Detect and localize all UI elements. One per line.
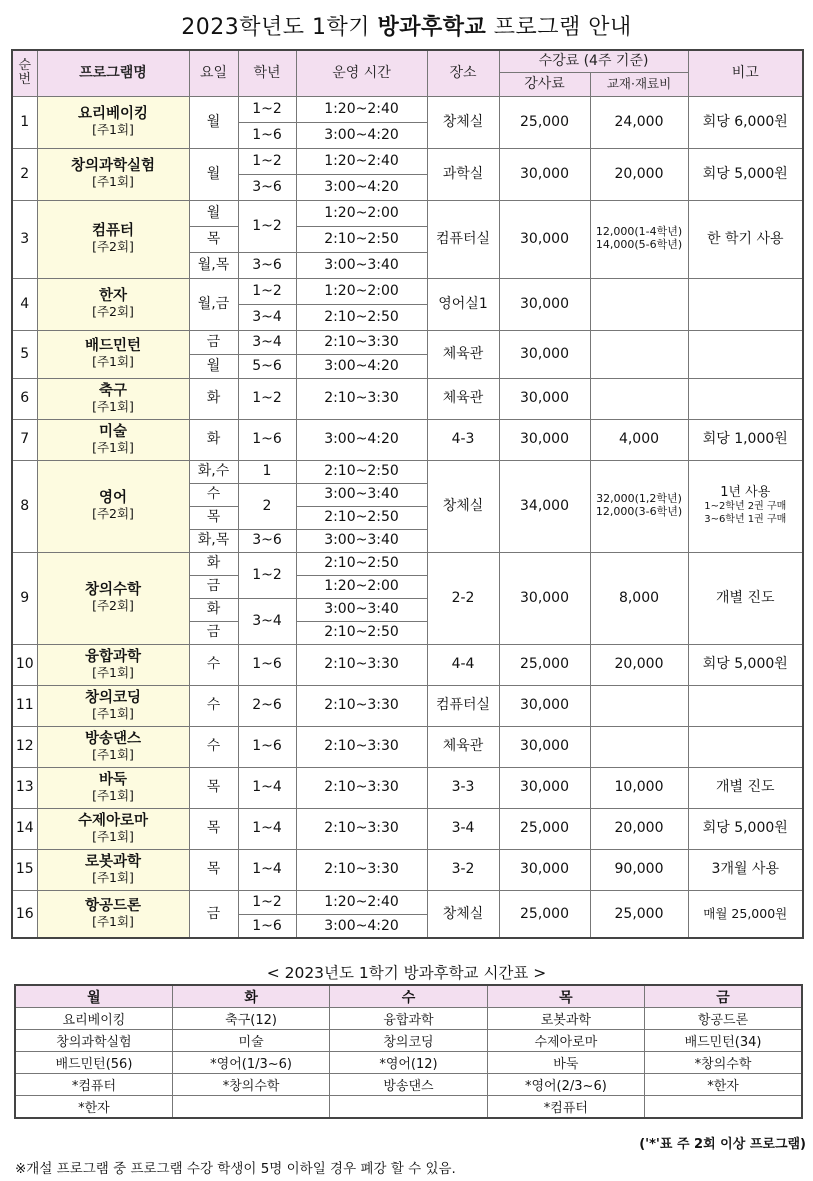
program-place: 2-2 [427,552,499,644]
program-time: 2:10~3:30 [296,726,427,767]
schedule-cell: 배드민턴(56) [15,1052,172,1074]
program-name: 영어 [98,490,127,507]
program-note: 한 학기 사용 [688,200,803,278]
header-day: 요일 [189,50,238,96]
program-frequency: [주1회] [92,787,134,803]
schedule-cell: *창의수학 [172,1074,329,1096]
schedule-legend: ('*'표 주 2회 이상 프로그램) [639,1137,806,1152]
header-place: 장소 [427,50,499,96]
program-name-cell [37,552,189,644]
schedule-cell: 창의과학실험 [15,1030,172,1052]
program-grade: 1~6 [238,726,296,767]
program-day: 수 [189,644,238,685]
program-time: 2:10~3:30 [296,330,427,354]
program-time: 3:00~3:40 [296,529,427,552]
program-material [590,278,688,330]
schedule-cell: *영어(12) [330,1052,487,1074]
page-title: 2023학년도 1학기 방과후학교 프로그램 안내 [181,15,632,40]
program-place: 4-3 [427,419,499,460]
program-name: 창의수학 [84,582,142,599]
program-name-cell [37,148,189,200]
program-tuition: 30,000 [499,849,590,890]
program-day: 월 [189,354,238,378]
schedule-cell: *영어(1/3~6) [172,1052,329,1074]
schedule-day-header: 수 [330,985,487,1008]
note-line: 1년 사용 [720,484,771,500]
program-time: 1:20~2:00 [296,278,427,304]
program-grade: 3~6 [238,529,296,552]
program-place: 영어실1 [427,278,499,330]
program-grade: 1~2 [238,96,296,122]
schedule-cell: 축구(12) [172,1008,329,1030]
schedule-day-header: 월 [15,985,172,1008]
program-grade: 1~6 [238,122,296,148]
program-grade: 1~4 [238,767,296,808]
schedule-cell: 수제아로마 [487,1030,644,1052]
program-name: 창의과학실험 [70,158,156,175]
program-grade: 3~4 [238,330,296,354]
header-note: 비고 [688,50,803,96]
program-time: 2:10~3:30 [296,767,427,808]
program-frequency: [주1회] [92,439,134,455]
program-tuition: 30,000 [499,685,590,726]
program-day: 화 [189,598,238,621]
program-name-cell [37,808,189,849]
program-number: 14 [12,808,37,849]
program-day: 월 [189,148,238,200]
program-day: 금 [189,890,238,938]
material-line: 14,000(5-6학년) [595,238,683,251]
program-time: 1:20~2:40 [296,96,427,122]
header-seq: 순번 [12,50,37,96]
program-time: 3:00~4:20 [296,122,427,148]
program-number: 15 [12,849,37,890]
program-material: 90,000 [590,849,688,890]
program-number: 9 [12,552,37,644]
program-tuition: 30,000 [499,148,590,200]
header-time: 운영 시간 [296,50,427,96]
program-tuition: 30,000 [499,330,590,378]
program-tuition: 25,000 [499,808,590,849]
program-frequency: [주1회] [92,664,134,680]
program-time: 2:10~2:50 [296,304,427,330]
program-material: 20,000 [590,148,688,200]
program-name: 로봇과학 [84,853,142,870]
program-grade: 1 [238,460,296,483]
program-grade: 1~2 [238,552,296,598]
program-grade: 3~4 [238,304,296,330]
program-place: 체육관 [427,378,499,419]
program-material [590,200,688,278]
program-name-cell [37,685,189,726]
program-name-cell [37,726,189,767]
program-day: 화 [189,419,238,460]
program-day: 수 [189,483,238,506]
program-grade: 1~4 [238,808,296,849]
program-day: 금 [189,621,238,644]
program-material: 10,000 [590,767,688,808]
schedule-cell [645,1096,802,1119]
program-note: 회당 1,000원 [688,419,803,460]
schedule-cell: 항공드론 [645,1008,802,1030]
program-material: 8,000 [590,552,688,644]
schedule-cell: 로봇과학 [487,1008,644,1030]
program-note [688,378,803,419]
program-day: 목 [189,506,238,529]
program-number: 6 [12,378,37,419]
program-place: 체육관 [427,330,499,378]
program-tuition: 34,000 [499,460,590,552]
program-grade: 1~6 [238,644,296,685]
program-table [11,49,804,939]
program-place: 창체실 [427,460,499,552]
program-day: 수 [189,726,238,767]
program-material [590,330,688,378]
material-line: 12,000(1-4학년) [595,225,683,239]
program-grade: 1~2 [238,890,296,914]
program-note [688,330,803,378]
program-note: 회당 5,000원 [688,644,803,685]
program-place: 3-3 [427,767,499,808]
program-name-cell [37,767,189,808]
program-day: 목 [189,808,238,849]
program-note: 회당 5,000원 [688,148,803,200]
program-time: 2:10~2:50 [296,506,427,529]
program-day: 수 [189,685,238,726]
program-note: 매월 25,000원 [688,890,803,938]
schedule-cell: *컴퓨터 [487,1096,644,1119]
program-name-cell [37,200,189,278]
program-tuition: 30,000 [499,726,590,767]
header-material: 교재·재료비 [590,72,688,96]
header-fee-group: 수강료 (4주 기준) [499,50,688,72]
program-grade: 2 [238,483,296,529]
program-number: 4 [12,278,37,330]
program-place: 창체실 [427,96,499,148]
program-day: 목 [189,849,238,890]
program-place: 창체실 [427,890,499,938]
program-time: 2:10~3:30 [296,644,427,685]
program-time: 3:00~4:20 [296,914,427,938]
program-name-cell [37,378,189,419]
program-time: 2:10~3:30 [296,378,427,419]
program-name: 바둑 [98,771,127,788]
program-grade: 1~6 [238,914,296,938]
program-time: 3:00~3:40 [296,252,427,278]
program-frequency: [주2회] [92,506,134,522]
program-frequency: [주1회] [92,746,134,762]
program-grade: 2~6 [238,685,296,726]
program-frequency: [주1회] [92,828,134,844]
program-time: 3:00~4:20 [296,354,427,378]
program-name: 창의코딩 [84,689,142,706]
program-name: 수제아로마 [77,812,149,829]
program-day: 금 [189,330,238,354]
program-material: 20,000 [590,808,688,849]
program-name-cell [37,890,189,938]
program-tuition: 25,000 [499,890,590,938]
program-frequency: [주1회] [92,913,134,929]
program-day: 목 [189,226,238,252]
program-frequency: [주1회] [92,398,134,414]
program-time: 2:10~2:50 [296,460,427,483]
schedule-cell: 요리베이킹 [15,1008,172,1030]
program-time: 2:10~3:30 [296,808,427,849]
schedule-cell: *창의수학 [645,1052,802,1074]
program-material [590,460,688,552]
program-frequency: [주1회] [92,869,134,885]
schedule-row [15,1030,802,1052]
program-frequency: [주2회] [92,239,134,255]
program-grade: 3~4 [238,598,296,644]
material-line: 12,000(3-6학년) [595,505,683,518]
program-name: 축구 [98,382,127,399]
schedule-row [15,1096,802,1119]
program-place: 3-2 [427,849,499,890]
program-number: 13 [12,767,37,808]
program-name-cell [37,644,189,685]
program-name: 융합과학 [84,648,142,665]
program-grade: 3~6 [238,174,296,200]
program-number: 2 [12,148,37,200]
program-day: 월,목 [189,252,238,278]
program-material [590,378,688,419]
program-name-cell [37,460,189,552]
program-time: 2:10~2:50 [296,226,427,252]
program-number: 3 [12,200,37,278]
program-day: 목 [189,767,238,808]
program-time: 1:20~2:00 [296,200,427,226]
program-name-cell [37,849,189,890]
program-note: 개별 진도 [688,552,803,644]
program-time: 2:10~2:50 [296,621,427,644]
program-grade: 1~2 [238,378,296,419]
program-frequency: [주2회] [92,598,134,614]
schedule-cell: 창의코딩 [330,1030,487,1052]
program-tuition: 30,000 [499,278,590,330]
program-time: 1:20~2:40 [296,890,427,914]
program-name: 항공드론 [84,898,142,915]
program-name-cell [37,278,189,330]
program-note [688,278,803,330]
schedule-cell: 미술 [172,1030,329,1052]
program-grade: 1~2 [238,148,296,174]
schedule-row [15,1074,802,1096]
schedule-cell: *컴퓨터 [15,1074,172,1096]
program-time: 3:00~3:40 [296,598,427,621]
program-frequency: [주1회] [92,705,134,721]
program-place: 체육관 [427,726,499,767]
program-tuition: 25,000 [499,96,590,148]
schedule-cell [172,1096,329,1119]
program-day: 월 [189,96,238,148]
program-grade: 1~4 [238,849,296,890]
program-tuition: 30,000 [499,767,590,808]
program-note: 회당 6,000원 [688,96,803,148]
program-frequency: [주1회] [92,122,134,138]
program-name: 방송댄스 [84,730,142,747]
program-frequency: [주2회] [92,304,134,320]
schedule-cell: *한자 [15,1096,172,1119]
program-day: 화 [189,378,238,419]
program-grade: 1~2 [238,200,296,252]
program-tuition: 25,000 [499,644,590,685]
program-name: 요리베이킹 [77,106,149,123]
header-grade: 학년 [238,50,296,96]
program-place: 컴퓨터실 [427,200,499,278]
program-time: 3:00~4:20 [296,419,427,460]
program-place: 컴퓨터실 [427,685,499,726]
program-number: 10 [12,644,37,685]
header-tuition: 강사료 [499,72,590,96]
program-number: 1 [12,96,37,148]
program-grade: 3~6 [238,252,296,278]
program-note [688,726,803,767]
schedule-day-header: 화 [172,985,329,1008]
program-place: 3-4 [427,808,499,849]
program-name: 미술 [98,423,127,440]
program-day: 금 [189,575,238,598]
program-grade: 1~2 [238,278,296,304]
program-time: 3:00~4:20 [296,174,427,200]
program-place: 과학실 [427,148,499,200]
program-tuition: 30,000 [499,378,590,419]
program-day: 화 [189,552,238,575]
schedule-cell: 바둑 [487,1052,644,1074]
schedule-day-header: 금 [645,985,802,1008]
program-number: 16 [12,890,37,938]
program-day: 월 [189,200,238,226]
program-number: 5 [12,330,37,378]
program-name-cell [37,419,189,460]
program-number: 11 [12,685,37,726]
program-material: 24,000 [590,96,688,148]
footnote: ※개설 프로그램 중 프로그램 수강 학생이 5명 이하일 경우 폐강 할 수 있음. [15,1161,456,1177]
program-name: 배드민턴 [84,338,142,355]
schedule-cell: *한자 [645,1074,802,1096]
program-tuition: 30,000 [499,552,590,644]
program-number: 12 [12,726,37,767]
program-time: 1:20~2:00 [296,575,427,598]
program-time: 2:10~3:30 [296,685,427,726]
program-name: 컴퓨터 [91,223,135,240]
program-material [590,726,688,767]
note-line: 1~2학년 2권 구매 [704,501,787,513]
program-tuition: 30,000 [499,200,590,278]
program-note: 개별 진도 [688,767,803,808]
program-grade: 5~6 [238,354,296,378]
schedule-day-header: 목 [487,985,644,1008]
program-frequency: [주1회] [92,354,134,370]
program-time: 3:00~3:40 [296,483,427,506]
program-tuition: 30,000 [499,419,590,460]
program-day: 월,금 [189,278,238,330]
program-time: 1:20~2:40 [296,148,427,174]
program-material [590,685,688,726]
material-line: 32,000(1,2학년) [596,492,682,506]
weekly-schedule-table [14,984,803,1119]
program-day: 화,목 [189,529,238,552]
program-note [688,685,803,726]
program-number: 7 [12,419,37,460]
schedule-cell: 배드민턴(34) [645,1030,802,1052]
program-number: 8 [12,460,37,552]
schedule-cell [330,1096,487,1119]
schedule-title: < 2023년도 1학기 방과후학교 시간표 > [266,964,547,982]
program-note: 3개월 사용 [688,849,803,890]
note-line: 3~6학년 1권 구매 [704,514,787,526]
program-name-cell [37,330,189,378]
program-material: 25,000 [590,890,688,938]
program-time: 2:10~3:30 [296,849,427,890]
program-name-cell [37,96,189,148]
schedule-cell: *영어(2/3~6) [487,1074,644,1096]
program-note: 회당 5,000원 [688,808,803,849]
schedule-cell: 방송댄스 [330,1074,487,1096]
schedule-row [15,1052,802,1074]
program-name: 한자 [98,288,127,305]
program-material: 20,000 [590,644,688,685]
program-time: 2:10~2:50 [296,552,427,575]
schedule-cell: 융합과학 [330,1008,487,1030]
program-note [688,460,803,552]
header-program: 프로그램명 [37,50,189,96]
program-day: 화,수 [189,460,238,483]
program-material: 4,000 [590,419,688,460]
program-grade: 1~6 [238,419,296,460]
program-frequency: [주1회] [92,174,134,190]
program-place: 4-4 [427,644,499,685]
schedule-row [15,1008,802,1030]
